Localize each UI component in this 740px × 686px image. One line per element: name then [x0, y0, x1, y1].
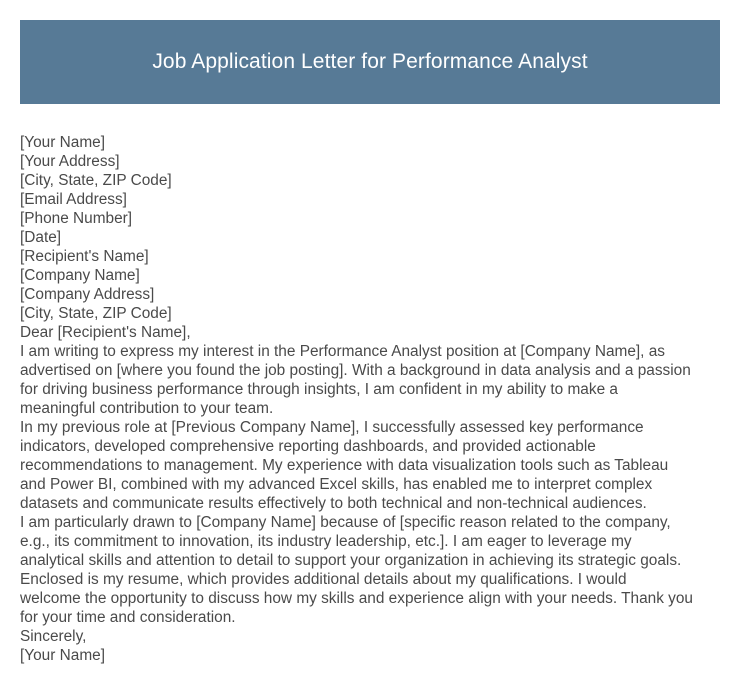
recipient-company: [Company Name] — [20, 267, 140, 284]
paragraph-closing — [20, 570, 722, 627]
sender-name: [Your Name] — [20, 134, 105, 151]
recipient-name: [Recipient's Name] — [20, 248, 149, 265]
header-banner — [20, 20, 720, 104]
paragraph-line: meaningful contribution to your team. — [20, 400, 274, 417]
paragraph-line: In my previous role at [Previous Company Name], I successfully assessed key performance — [20, 419, 644, 436]
paragraph-line: I am particularly drawn to [Company Name] because of [specific reason related to the company, — [20, 514, 671, 531]
recipient-company-address: [Company Address] — [20, 286, 155, 303]
paragraph-line: recommendations to management. My experience with data visualization tools such as Tableau — [20, 457, 669, 474]
paragraph-experience — [20, 418, 722, 513]
paragraph-line: analytical skills and attention to detail to support your organization in achieving its strategic goals. — [20, 552, 682, 569]
paragraph-line: indicators, developed comprehensive reporting dashboards, and provided actionable — [20, 438, 596, 455]
paragraph-line: and Power BI, combined with my advanced Excel skills, has enabled me to interpret complex — [20, 476, 653, 493]
paragraph-line: for your time and consideration. — [20, 609, 236, 626]
recipient-city-state-zip: [City, State, ZIP Code] — [20, 305, 172, 322]
letter-date: [Date] — [20, 229, 62, 246]
sender-phone: [Phone Number] — [20, 210, 133, 227]
sender-address: [Your Address] — [20, 153, 120, 170]
paragraph-line: welcome the opportunity to discuss how my skills and experience align with your needs. Thank you — [20, 590, 693, 607]
letter-body — [20, 133, 722, 665]
salutation: Dear [Recipient's Name], — [20, 324, 191, 341]
paragraph-line: I am writing to express my interest in the Performance Analyst position at [Company Name], as — [20, 343, 665, 360]
paragraph-line: advertised on [where you found the job posting]. With a background in data analysis and a passion — [20, 362, 691, 379]
paragraph-motivation — [20, 513, 722, 570]
page-title: Job Application Letter for Performance Analyst — [152, 50, 588, 73]
paragraph-intro — [20, 342, 722, 418]
signature-name: [Your Name] — [20, 647, 105, 664]
paragraph-line: for driving business performance through insights, I am confident in my ability to make a — [20, 381, 618, 398]
sender-city-state-zip: [City, State, ZIP Code] — [20, 172, 172, 189]
paragraph-line: Enclosed is my resume, which provides additional details about my qualifications. I would — [20, 571, 627, 588]
paragraph-line: datasets and communicate results effectively to both technical and non-technical audiences. — [20, 495, 647, 512]
closing-phrase: Sincerely, — [20, 628, 87, 645]
sender-email: [Email Address] — [20, 191, 127, 208]
paragraph-line: e.g., its commitment to innovation, its industry leadership, etc.]. I am eager to leverage my — [20, 533, 632, 550]
